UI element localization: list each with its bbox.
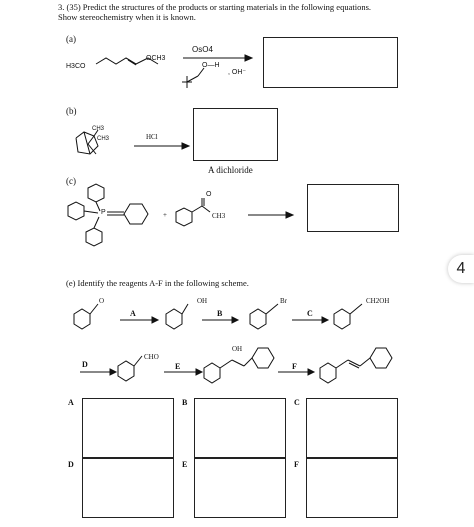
part-b-arrow xyxy=(134,143,190,151)
answer-label-f: F xyxy=(294,460,299,469)
answer-label-a: A xyxy=(68,398,74,407)
arrow-label-c: C xyxy=(307,309,313,318)
part-e-oh-2: OH xyxy=(232,345,243,353)
answer-box-a[interactable] xyxy=(82,398,174,458)
part-a-reagent-oh: O—H xyxy=(202,62,220,69)
part-e-ketone-o: O xyxy=(99,297,105,305)
arrow-label-b: B xyxy=(217,309,223,318)
part-b-methyl-1: CH3 xyxy=(92,126,105,132)
answer-box-f[interactable] xyxy=(306,458,398,518)
part-e-scheme-row-2 xyxy=(68,344,418,394)
answer-label-e: E xyxy=(182,460,188,469)
part-c-carbonyl-o: O xyxy=(206,191,212,198)
answer-box-c[interactable] xyxy=(306,398,398,458)
part-c-label: (c) xyxy=(66,176,76,186)
arrow-label-d: D xyxy=(82,360,88,369)
answer-box-d[interactable] xyxy=(82,458,174,518)
answer-box-part-a[interactable] xyxy=(263,37,398,88)
part-e-ch2oh: CH2OH xyxy=(366,297,390,305)
part-e-scheme-row-1 xyxy=(68,296,398,336)
answer-box-part-c[interactable] xyxy=(307,184,399,232)
page-indicator-tab[interactable] xyxy=(448,255,474,283)
part-b-caption: A dichloride xyxy=(208,165,253,175)
part-e-br: Br xyxy=(280,297,287,305)
answer-box-part-b[interactable] xyxy=(193,108,278,161)
part-e-label: (e) Identify the reagents A-F in the following scheme. xyxy=(66,278,249,288)
part-c-ylide xyxy=(66,184,166,252)
part-e-oh: OH xyxy=(197,297,208,305)
part-c-plus: + xyxy=(163,211,167,219)
part-b-label: (b) xyxy=(66,106,77,116)
part-c-methyl: CH3 xyxy=(212,212,226,220)
question-line-1: 3. (35) Predict the structures of the products or starting materials in the following equations. xyxy=(58,2,372,12)
part-b-reagent-hcl: HCl xyxy=(146,133,158,141)
page-indicator-number: 4 xyxy=(456,260,466,277)
arrow-label-f: F xyxy=(292,362,297,371)
arrow-label-e: E xyxy=(175,362,181,371)
answer-box-b[interactable] xyxy=(194,398,286,458)
arrow-label-a: A xyxy=(130,309,136,318)
part-b-methyl-2: CH3 xyxy=(97,136,110,142)
part-a-reagent-osO4: OsO4 xyxy=(192,45,213,54)
answer-label-b: B xyxy=(182,398,188,407)
question-line-2: Show stereochemistry when it is known. xyxy=(58,12,196,22)
answer-label-d: D xyxy=(68,460,74,469)
part-a-substrate-left: H3CO xyxy=(66,63,86,70)
part-a-substrate-right: OCH3 xyxy=(146,55,166,62)
part-e-cho: CHO xyxy=(144,353,159,361)
part-a-reagent-base: , OH⁻ xyxy=(228,69,247,76)
part-c-phosphorus: P xyxy=(101,209,106,216)
answer-box-e[interactable] xyxy=(194,458,286,518)
part-c-arrow xyxy=(248,212,294,220)
answer-label-c: C xyxy=(294,398,300,407)
part-a-label: (a) xyxy=(66,34,76,44)
